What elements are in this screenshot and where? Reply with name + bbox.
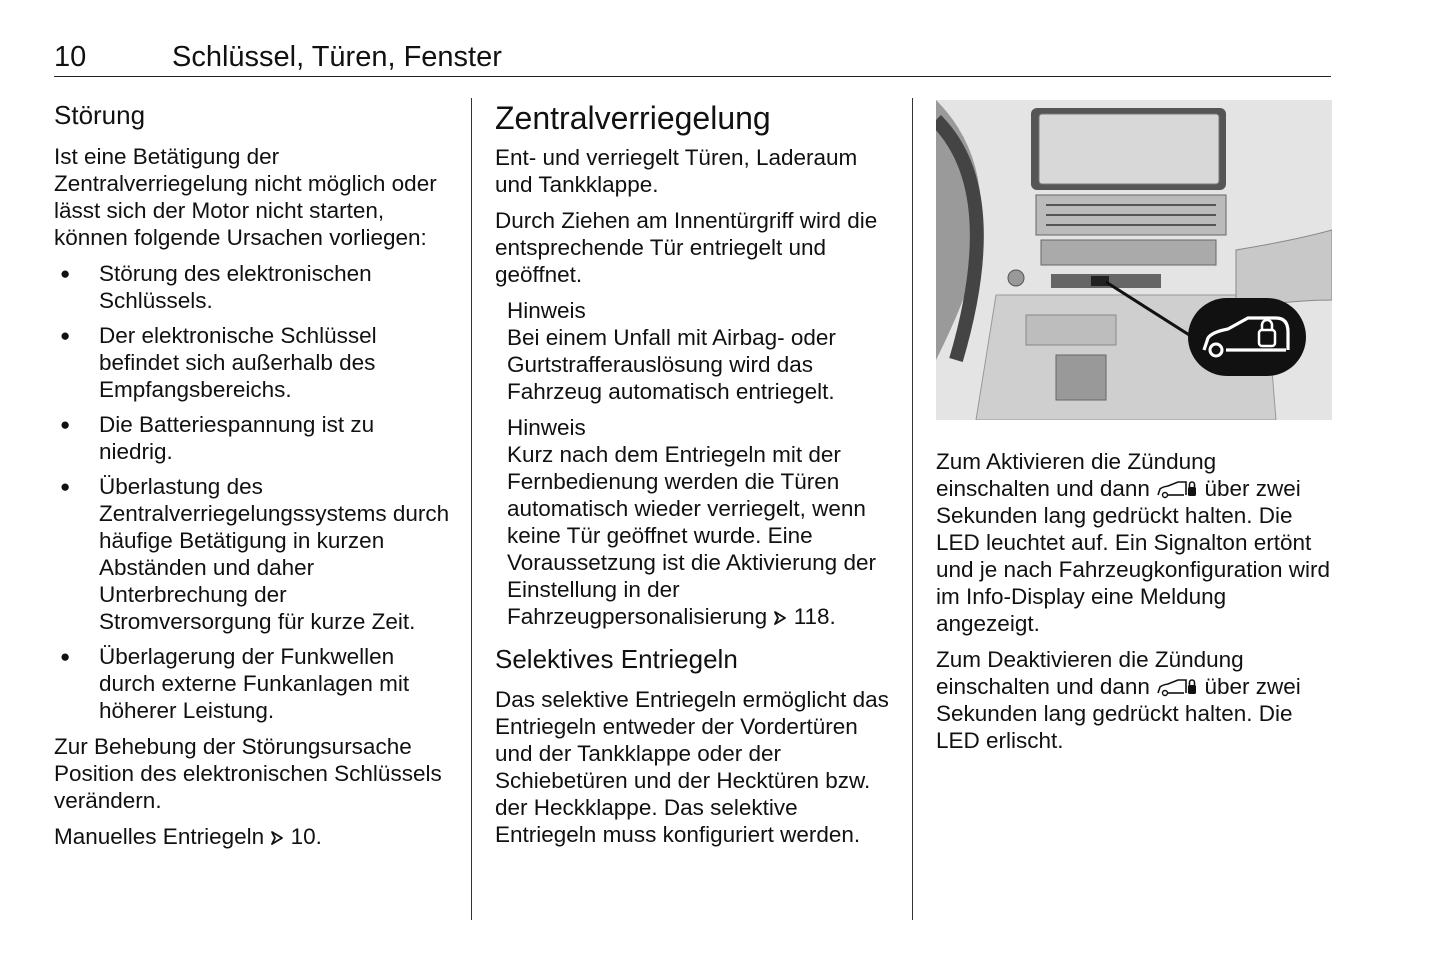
paragraph — [936, 448, 1334, 637]
column-divider — [912, 98, 913, 920]
paragraph-text: Zum Aktivieren die Zündung einschalten und dann — [936, 449, 1217, 501]
bullet-list — [54, 260, 450, 724]
note-title: Hinweis — [507, 298, 586, 323]
note-title: Hinweis — [507, 415, 586, 440]
note-text: Kurz nach dem Entriegeln mit der Fernbedienung werden die Türen automatisch wieder verriegelt, wenn keine Tür geöffnet wurde. Eine Voraussetzung ist die Aktivierung der Einstellung in der Fahrzeugpersonalisierung — [507, 442, 876, 629]
note-text: Bei einem Unfall mit Airbag- oder Gurtstrafferauslösung wird das Fahrzeug automatisch entriegelt. — [507, 325, 836, 404]
column-middle — [495, 100, 893, 857]
central-lock-button-icon — [1156, 479, 1198, 499]
list-item: ● Der elektronische Schlüssel befindet sich außerhalb des Empfangsbereichs. — [54, 322, 450, 403]
note-box — [507, 414, 893, 630]
list-item: ● Die Batteriespannung ist zu niedrig. — [54, 411, 450, 465]
column-right — [936, 100, 1334, 763]
subsection-heading: Selektives Entriegeln — [495, 644, 738, 674]
chapter-title: Schlüssel, Türen, Fenster — [172, 41, 502, 73]
dashboard-illustration — [936, 100, 1332, 420]
paragraph-text: Zum Deaktivieren die Zündung einschalten und dann — [936, 647, 1244, 699]
main-heading: Zentralverriegelung — [495, 100, 771, 136]
paragraph-text: über zwei Sekunden lang gedrückt halten. Die LED leuchtet auf. Ein Signalton ertönt und je nach Fahrzeugkonfiguration wird im Info-Display eine Meldung angezeigt. — [936, 476, 1330, 636]
list-item: ● Überlastung des Zentralverriegelungssystems durch häufige Betätigung in kurzen Abständen und daher Unterbrechung der Stromversorgung für kurze Zeit. — [54, 473, 450, 635]
column-divider — [471, 98, 472, 920]
paragraph-text: über zwei Sekunden lang gedrückt halten. Die LED erlischt. — [936, 674, 1301, 753]
reference-arrow-icon — [773, 611, 787, 625]
paragraph: Zur Behebung der Störungsursache Position des elektronischen Schlüssels verändern. — [54, 734, 442, 813]
central-lock-button-icon — [1156, 677, 1198, 697]
paragraph: Das selektive Entriegeln ermöglicht das Entriegeln entweder der Vordertüren und der Tankklappe oder der Schiebetüren und der Hecktüren bzw. der Heckklappe. Das selektive Entriegeln muss konfiguriert werden. — [495, 687, 889, 847]
section-heading: Störung — [54, 100, 146, 130]
page-number: 10 — [54, 41, 87, 73]
reference-page: 10. — [290, 824, 322, 849]
reference-arrow-icon — [270, 831, 284, 845]
column-left — [54, 100, 450, 859]
paragraph — [936, 646, 1334, 754]
cross-reference[interactable] — [54, 823, 450, 850]
reference-page[interactable]: 118. — [793, 604, 836, 629]
paragraph: Ist eine Betätigung der Zentralverriegelung nicht möglich oder lässt sich der Motor nicht starten, können folgende Ursachen vorliegen: — [54, 144, 437, 250]
list-item: ● Störung des elektronischen Schlüssels. — [54, 260, 450, 314]
note-box — [507, 297, 893, 405]
page-header — [54, 40, 1331, 77]
reference-text: Manuelles Entriegeln — [54, 824, 265, 849]
list-item: ● Überlagerung der Funkwellen durch externe Funkanlagen mit höherer Leistung. — [54, 643, 450, 724]
paragraph: Durch Ziehen am Innentürgriff wird die entsprechende Tür entriegelt und geöffnet. — [495, 208, 878, 287]
paragraph: Ent- und verriegelt Türen, Laderaum und Tankklappe. — [495, 145, 858, 197]
